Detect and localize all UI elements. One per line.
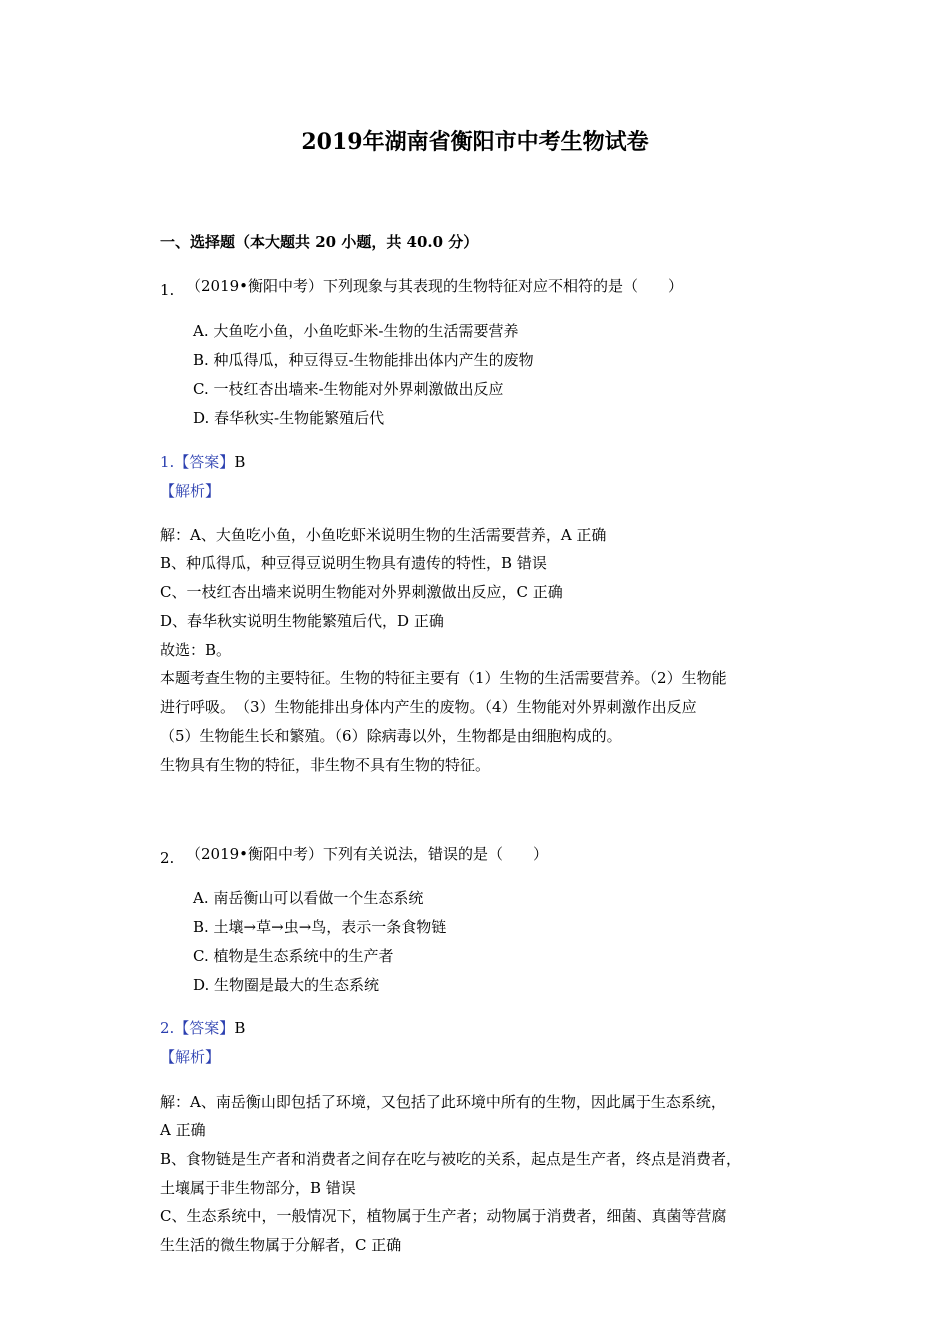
question-1-stem: （2019•衡阳中考）下列现象与其表现的生物特征对应不相符的是（ ） [186,277,684,295]
question-1-option-d: D. 春华秋实-生物能繁殖后代 [193,409,385,427]
page-title: 2019年湖南省衡阳市中考生物试卷 [301,129,649,155]
section-heading: 一、选择题（本大题共 20 小题，共 40.0 分） [160,233,479,251]
question-2-option-b: B. 土壤→草→虫→鸟，表示一条食物链 [193,918,447,936]
question-2-analysis-line: B、食物链是生产者和消费者之间存在吃与被吃的关系，起点是生产者，终点是消费者， [160,1150,742,1168]
question-2-option-c: C. 植物是生态系统中的生产者 [193,947,394,965]
question-1-analysis-line: 解：A、大鱼吃小鱼，小鱼吃虾米说明生物的生活需要营养，A 正确 [160,526,607,544]
question-2-analysis-line: C、生态系统中，一般情况下，植物属于生产者；动物属于消费者，细菌、真菌等营腐 [160,1207,727,1225]
question-1-answer [160,452,245,472]
question-2-option-a: A. 南岳衡山可以看做一个生态系统 [193,889,424,907]
question-1-analysis-label: 【解析】 [160,482,221,500]
question-2-option-d: D. 生物圈是最大的生态系统 [193,976,380,994]
question-1-analysis-line: （5）生物能生长和繁殖。（6）除病毒以外，生物都是由细胞构成的。 [160,727,622,745]
question-1-number: 1. [160,281,175,299]
question-1-analysis-line: 故选：B。 [160,641,232,659]
question-1-analysis-line: 生物具有生物的特征，非生物不具有生物的特征。 [160,756,491,774]
question-2-stem: （2019•衡阳中考）下列有关说法，错误的是（ ） [186,845,549,863]
question-1-option-a: A. 大鱼吃小鱼，小鱼吃虾米-生物的生活需要营养 [193,322,519,340]
question-2-analysis-label: 【解析】 [160,1048,221,1066]
question-1-answer-label: 1.【答案】 [160,453,235,471]
question-2-analysis-line: 解：A、南岳衡山即包括了环境，又包括了此环境中所有的生物，因此属于生态系统， [160,1093,726,1111]
question-1-analysis-line: C、一枝红杏出墙来说明生物能对外界刺激做出反应，C 正确 [160,583,563,601]
question-1-option-b: B. 种瓜得瓜，种豆得豆-生物能排出体内产生的废物 [193,351,534,369]
question-2-analysis-line: 土壤属于非生物部分，B 错误 [160,1179,356,1197]
question-2-answer [160,1018,245,1038]
question-1-analysis-line: 进行呼吸。 （3）生物能排出身体内产生的废物。（4）生物能对外界刺激作出反应 [160,698,697,716]
question-1-answer-value: B [234,453,246,471]
question-2-analysis-line: A 正确 [160,1121,206,1139]
question-2-answer-value: B [234,1019,246,1037]
question-1-analysis-line: D、春华秋实说明生物能繁殖后代，D 正确 [160,612,444,630]
question-1-analysis-line: 本题考查生物的主要特征。生物的特征主要有（1）生物的生活需要营养。（2）生物能 [160,669,727,687]
question-2-analysis-line: 生生活的微生物属于分解者，C 正确 [160,1236,402,1254]
question-2-number: 2. [160,849,175,867]
question-1-option-c: C. 一枝红杏出墙来-生物能对外界刺激做出反应 [193,380,504,398]
question-2-answer-label: 2.【答案】 [160,1019,235,1037]
question-1-analysis-line: B、种瓜得瓜，种豆得豆说明生物具有遗传的特性，B 错误 [160,554,547,572]
